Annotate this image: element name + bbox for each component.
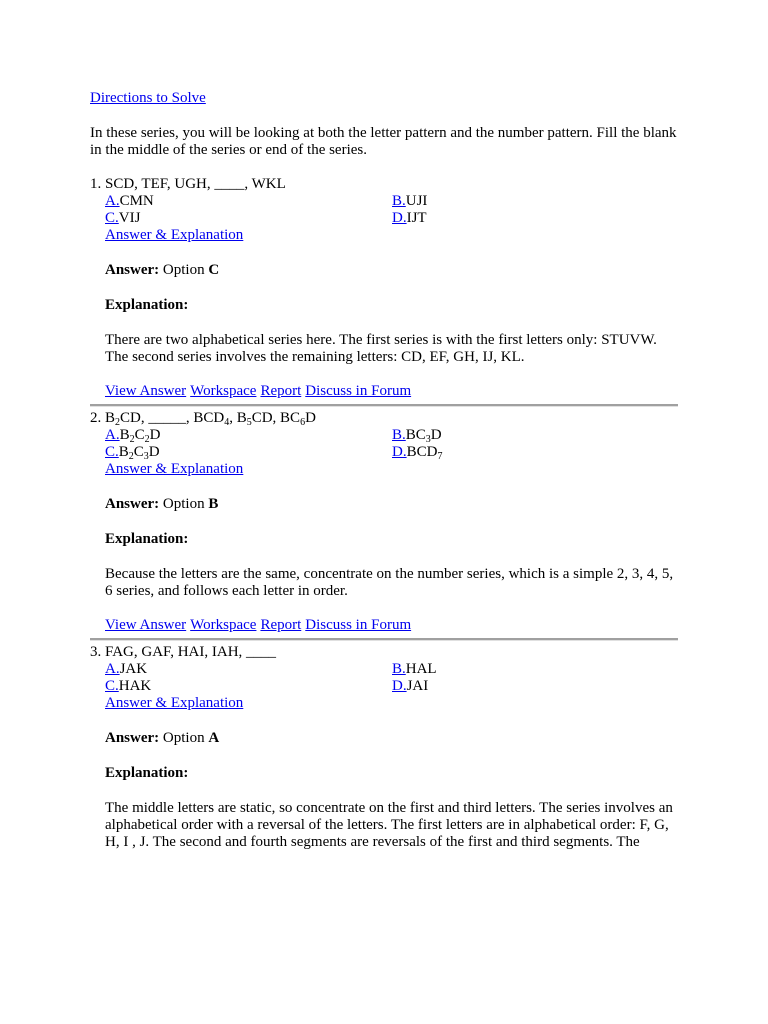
options-grid xyxy=(105,661,678,695)
question-text: SCD, TEF, UGH, ____, WKL xyxy=(105,176,286,192)
option-c xyxy=(105,210,392,227)
option-d xyxy=(392,444,592,461)
answer-explanation-link[interactable]: Answer & Explanation xyxy=(105,227,244,243)
options-grid xyxy=(105,427,678,461)
question-number: 3. xyxy=(90,644,102,660)
option-value: HAL xyxy=(405,661,437,677)
answer-line: Answer: Option B xyxy=(105,496,219,512)
option-letter-link[interactable]: C. xyxy=(105,210,119,226)
explanation-heading: Explanation: xyxy=(105,765,189,781)
question-3 xyxy=(90,644,678,851)
option-letter-link[interactable]: D. xyxy=(392,678,407,694)
option-d xyxy=(392,678,592,695)
option-value: UJI xyxy=(405,193,428,209)
question-text: FAG, GAF, HAI, IAH, ____ xyxy=(105,644,277,660)
view-answer-link[interactable]: View Answer xyxy=(105,383,187,399)
discuss-link[interactable]: Discuss in Forum xyxy=(305,617,412,633)
question-2 xyxy=(90,410,678,641)
option-letter-link[interactable]: C. xyxy=(105,678,119,694)
option-value: $B_2C_2D$ xyxy=(119,427,161,445)
option-letter-link[interactable]: B. xyxy=(392,193,406,209)
option-b xyxy=(392,427,592,444)
explanation-heading: Explanation: xyxy=(105,297,189,313)
option-letter-link[interactable]: B. xyxy=(392,427,406,443)
option-value: $BC_3D$ xyxy=(405,427,442,445)
action-links xyxy=(105,383,678,400)
option-value: JAK xyxy=(119,661,148,677)
option-letter-link[interactable]: A. xyxy=(105,193,120,209)
explanation-text: The middle letters are static, so concentrate on the first and third letters. The series involves an alphabetical order with a reversal of the letters. The first letters are in alphabetical order: F, G, H, I , J. The second and fourth segments are reversals of the first and third segments. The xyxy=(105,800,673,850)
option-value: VIJ xyxy=(118,210,141,226)
explanation-text: Because the letters are the same, concentrate on the number series, which is a simple 2, 3, 4, 5, 6 series, and follows each letter in order. xyxy=(105,566,674,599)
option-b xyxy=(392,193,592,210)
option-value: HAK xyxy=(118,678,152,694)
answer-explanation-link[interactable]: Answer & Explanation xyxy=(105,695,244,711)
view-answer-link[interactable]: View Answer xyxy=(105,617,187,633)
option-c xyxy=(105,678,392,695)
option-letter-link[interactable]: B. xyxy=(392,661,406,677)
question-number: 2. xyxy=(90,410,102,426)
option-letter-link[interactable]: C. xyxy=(105,444,119,460)
explanation-text: There are two alphabetical series here. The first series is with the first letters only: STUVW. The second series involves the remaining letters: CD, EF, GH, IJ, KL. xyxy=(105,332,657,365)
question-1 xyxy=(90,176,678,407)
report-link[interactable]: Report xyxy=(260,617,302,633)
question-number: 1. xyxy=(90,176,102,192)
questions-list xyxy=(90,176,678,851)
explanation-heading: Explanation: xyxy=(105,531,189,547)
option-a xyxy=(105,661,392,678)
option-value: IJT xyxy=(406,210,427,226)
answer-line: Answer: Option C xyxy=(105,262,220,278)
question-separator xyxy=(90,638,678,641)
option-letter-link[interactable]: A. xyxy=(105,661,120,677)
options-grid xyxy=(105,193,678,227)
workspace-link[interactable]: Workspace xyxy=(190,617,257,633)
option-value: $BCD_7$ xyxy=(406,444,443,462)
workspace-link[interactable]: Workspace xyxy=(190,383,257,399)
answer-explanation-link[interactable]: Answer & Explanation xyxy=(105,461,244,477)
intro-text: In these series, you will be looking at both the letter pattern and the number pattern. Fill the blank in the middle of the series or end of the series. xyxy=(90,125,677,158)
option-letter-link[interactable]: D. xyxy=(392,210,407,226)
option-value: JAI xyxy=(406,678,429,694)
option-value: $B_2C_3D$ xyxy=(118,444,160,462)
question-separator xyxy=(90,404,678,407)
discuss-link[interactable]: Discuss in Forum xyxy=(305,383,412,399)
option-d xyxy=(392,210,592,227)
question-text: $B_2CD$, _____, $BCD_4$, $B_5CD$, $BC_6D$ xyxy=(105,410,316,428)
option-letter-link[interactable]: A. xyxy=(105,427,120,443)
action-links xyxy=(105,617,678,634)
option-a xyxy=(105,427,392,444)
option-a xyxy=(105,193,392,210)
option-letter-link[interactable]: D. xyxy=(392,444,407,460)
directions-link[interactable]: Directions to Solve xyxy=(90,90,206,106)
option-value: CMN xyxy=(119,193,154,209)
option-b xyxy=(392,661,592,678)
option-c xyxy=(105,444,392,461)
answer-line: Answer: Option A xyxy=(105,730,220,746)
report-link[interactable]: Report xyxy=(260,383,302,399)
